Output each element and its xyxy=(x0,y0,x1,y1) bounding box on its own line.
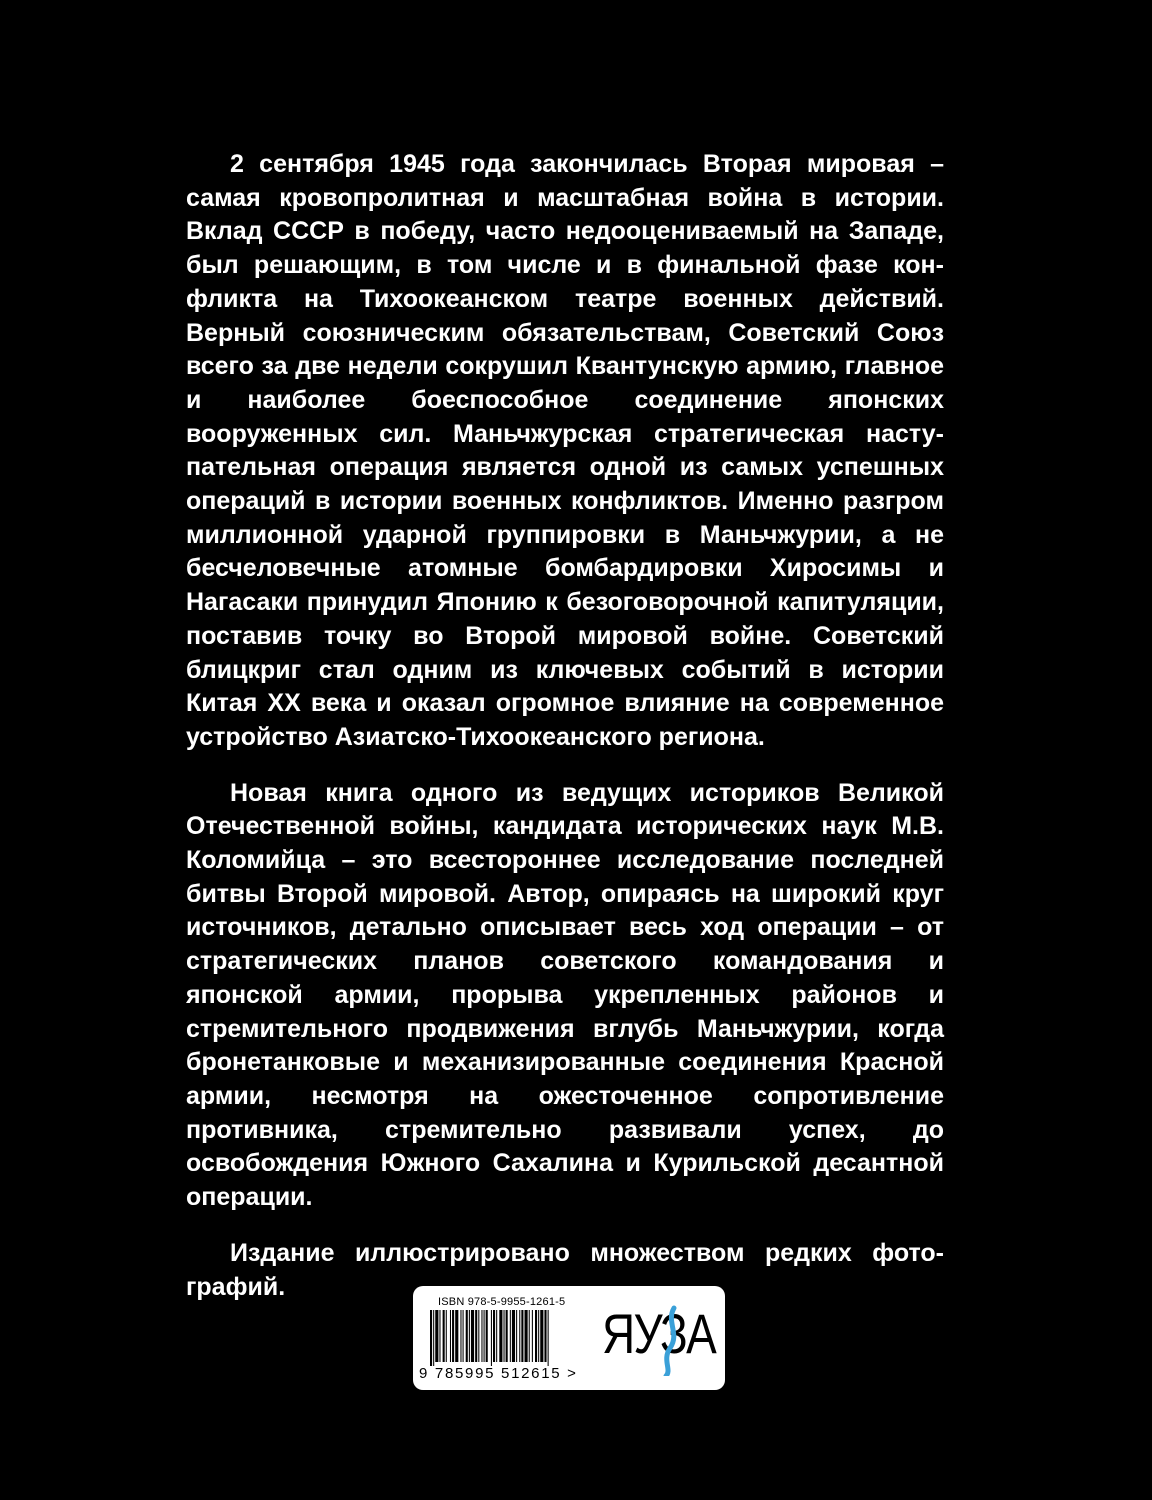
publisher-logo-text: ЯУЗА xyxy=(602,1302,716,1365)
barcode-bar xyxy=(521,1310,523,1362)
barcode-bar xyxy=(491,1310,492,1366)
barcode-bar xyxy=(525,1310,528,1362)
barcode-bar xyxy=(529,1310,530,1362)
barcode-bar xyxy=(535,1310,537,1362)
barcode-icon xyxy=(430,1310,596,1366)
barcode-bar xyxy=(516,1310,517,1362)
barcode-bar xyxy=(460,1310,461,1362)
barcode-bar xyxy=(439,1310,440,1362)
barcode-bar xyxy=(469,1310,470,1362)
barcode-bar xyxy=(463,1310,464,1362)
barcode-bar xyxy=(510,1310,511,1362)
blurb-text xyxy=(186,148,944,1326)
barcode-bar xyxy=(544,1310,546,1362)
barcode-bar xyxy=(504,1310,505,1362)
barcode-bar xyxy=(519,1310,520,1362)
blurb-paragraph-3: Издание иллюстрировано множеством редких фотографий. xyxy=(186,1238,944,1301)
barcode-bar xyxy=(486,1310,488,1362)
barcode-bar xyxy=(430,1310,432,1366)
barcode-bar xyxy=(433,1310,434,1366)
barcode-bar xyxy=(443,1310,445,1362)
barcode-digits: 9 785995 512615 > xyxy=(419,1365,578,1382)
isbn-label: ISBN 978-5-9955-1261-5 xyxy=(438,1296,566,1308)
barcode-bar xyxy=(496,1310,497,1362)
barcode-panel xyxy=(413,1286,725,1390)
barcode-bar xyxy=(450,1310,451,1362)
barcode-bar xyxy=(506,1310,508,1362)
wave-icon xyxy=(596,1304,714,1376)
barcode-bar xyxy=(481,1310,482,1362)
barcode-bar xyxy=(478,1310,479,1362)
barcode-bar xyxy=(512,1310,515,1362)
barcode-bar xyxy=(446,1310,447,1362)
barcode-bar xyxy=(540,1310,543,1362)
barcode-bar xyxy=(499,1310,502,1362)
barcode-bar xyxy=(455,1310,458,1362)
barcode-bar xyxy=(466,1310,468,1362)
barcode-bar xyxy=(435,1310,438,1362)
barcode-bar xyxy=(548,1310,549,1366)
blurb-paragraph-1: 2 сентября 1945 года закончилась Вторая мировая – самая кровопролитная и масштабная война в истории. Вклад СССР в победу, часто недооцениваемый на Западе, был решающим, в том числе и в финальной фазе конфликта на Тихоокеанском театре военных действий. Верный союзническим обязательствам, Советский Союз всего за две недели сокрушил Квантунскую армию, главное и наиболее боеспособное соединение японских вооруженных сил. Маньчжурская стратегическая наступательная операция является одной из самых успешных операций в истории военных конфликтов. Именно разгром миллионной ударной группировки в Маньчжурии, а не бесчеловечные атомные бомбардировки Хиросимы и Нагасаки принудил Японию к безоговорочной капитуляции, поставив точку во Второй мировой войне. Советский блицкриг стал одним из ключевых событий в истории Китая XX века и оказал огромное влияние на современное устройство Азиатско-Тихоокеанского региона. xyxy=(186,150,944,751)
barcode-bar xyxy=(484,1310,485,1362)
barcode-bar xyxy=(475,1310,477,1362)
blurb-paragraph-2: Новая книга одного из ведущих историков Великой Отечественной войны, кандидата исторических наук М.В. Коломийца – это всестороннее исследование последней битвы Второй мировой. Автор, опираясь на широкий круг источников, детально описывает весь ход операции – от стратегических планов советского командования и японской армии, прорыва укрепленных районов и стремительного продвижения вглубь Маньчжурии, когда бронетанковые и механизированные соединения Красной армии, несмотря на ожесточенное сопротивление противника, стремительно развивали успех, до освобождения Южного Сахалина и Курильской десантной операции. xyxy=(186,778,944,1212)
barcode-bar xyxy=(538,1310,539,1362)
barcode-bar xyxy=(532,1310,533,1362)
barcode-bar xyxy=(452,1310,454,1362)
publisher-logo xyxy=(596,1304,714,1376)
barcode-bar xyxy=(493,1310,495,1362)
barcode-bar xyxy=(471,1310,474,1362)
